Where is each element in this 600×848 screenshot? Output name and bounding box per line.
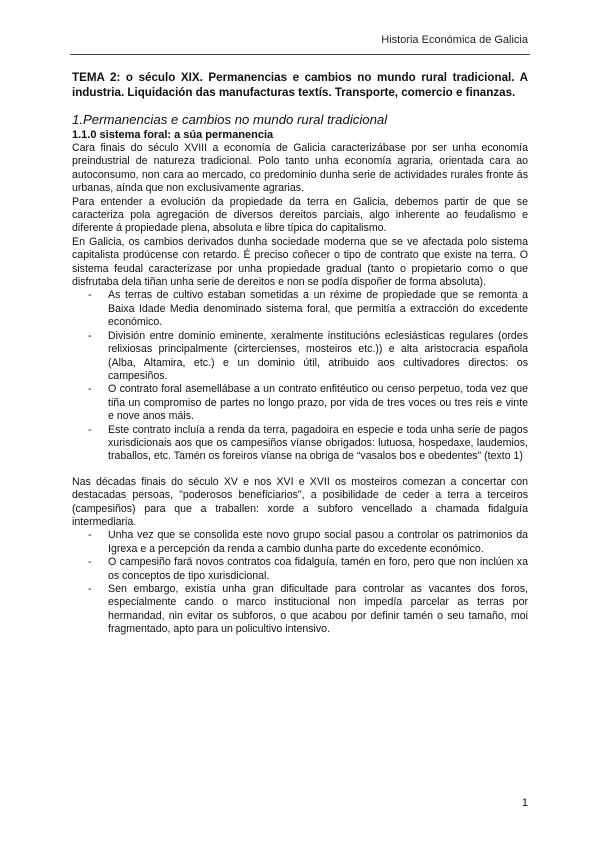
bullet-marker: - xyxy=(88,556,92,569)
bullet-marker: - xyxy=(88,583,92,595)
bullet-list xyxy=(88,289,528,463)
list-item-text: División entre dominio eminente, xeralmente institucións eclesiásticas regulares (ordes relixiosas principalmente (cirtercienses, mosteiros etc.)) e alta aristocracia española (Alba, Altamira, etc.) e un dominio útil, atribuido aos cultivadores directos: os campesiños. xyxy=(108,329,528,382)
header-divider xyxy=(70,54,530,55)
list-item-text: Unha vez que se consolida este novo grupo social pasou a controlar os patrimonios da Igrexa e a percepción da renda a cambio dunha parte do excedente económico. xyxy=(108,529,528,555)
bullet-list xyxy=(88,529,528,636)
list-item-text: As terras de cultivo estaban sometidas a un réxime de propiedade que se remonta a Baixa Idade Media denominado sistema foral, que permitía a extracción do excedente económico. xyxy=(108,289,528,329)
body-paragraph: Cara finais do século XVIII a economía de Galicia caracterizábase por ser unha economía preindustrial de natureza tradicional. Polo tanto unha economía agraria, orientada cara ao autoconsumo, non cara ao mercado, co predominio dunha serie de actividades rurales fronte ás urbanas, aínda que non exclusivamente agrarias. xyxy=(72,142,528,195)
list-item xyxy=(88,289,528,329)
running-header: Historia Económica de Galicia xyxy=(381,34,528,46)
list-item xyxy=(88,556,528,583)
bullet-marker: - xyxy=(88,423,92,436)
bullet-marker: - xyxy=(88,383,92,396)
section-heading: 1.Permanencias e cambios no mundo rural tradicional xyxy=(72,112,388,127)
bullet-marker: - xyxy=(88,289,92,302)
page-content xyxy=(72,70,528,637)
list-item-text: Este contrato incluía a renda da terra, pagadoira en especie e toda unha serie de pagos xurisdicionais aos que os campesiños víanse obrigados: lutuosa, hospedaxe, laudemios, traballos, etc. Tamén os foreiros víanse na obriga de “vasalos bos e obedentes” (texto 1) xyxy=(108,423,528,463)
body-paragraph: Nas décadas finais do século XV e nos XVI e XVII os mosteiros comezan a concertar con destacadas persoas, "poderosos beneficiarios", a posibilidade de ceder a terra a terceiros (campesiños) para que a traballen: xorde a subforo vencellado a chamada fidalguía intermediaria. xyxy=(72,475,528,528)
list-item xyxy=(88,529,528,556)
document-title: TEMA 2: o século XIX. Permanencias e cambios no mundo rural tradicional. A industria. Liquidación das manufacturas textís. Transporte, comercio e finanzas. xyxy=(72,71,528,99)
paragraph-gap xyxy=(72,464,528,476)
bullet-marker: - xyxy=(88,329,92,342)
body-paragraph: En Galicia, os cambios derivados dunha sociedade moderna que se ve afectada polo sistema capitalista prodúcense con retardo. É preciso coñecer o tipo de contrato que existe na terra. O sistema feudal caracterizase por unha propiedade gradual (tanto o propietario como o que disfrutaba dela tiñan unha serie de dereitos e non se podía dispoñer de forma absoluta). xyxy=(72,235,528,289)
list-item xyxy=(88,423,528,464)
bullet-marker: - xyxy=(88,529,92,542)
list-item xyxy=(88,329,528,384)
subsection-heading: 1.1.0 sistema foral: a súa permanencia xyxy=(72,129,274,141)
page-number: 1 xyxy=(521,797,528,809)
body-paragraph: Para entender a evolución da propiedade da terra en Galicia, debemos partir de que se caracteriza pola agregación de diversos dereitos parciais, algo inherente ao feudalismo e diferente á propiedade plena, absoluta e libre típica do capitalismo. xyxy=(72,195,528,235)
list-item-text: O contrato foral asemellábase a un contrato enfitéutico ou censo perpetuo, toda vez que tiña un compromiso de partes no longo prazo, por vida de tres voces ou tres reis e vinte e nove anos máis. xyxy=(108,383,528,423)
list-item xyxy=(88,383,528,423)
list-item-text: O campesiño fará novos contratos coa fidalguía, tamén en foro, pero que non inclúen xa os conceptos de tipo xurisdicional. xyxy=(108,556,528,582)
list-item-text: Sen embargo, existía unha gran dificultade para controlar as vacantes dos foros, especialmente cando o marco institucional non impedía parcelar as terras por hermandad, nin evitar os subforos, o que acabou por definir tamén o seu tamaño, moi fragmentado, apto para un policultivo intensivo. xyxy=(108,583,528,636)
list-item xyxy=(88,583,528,637)
